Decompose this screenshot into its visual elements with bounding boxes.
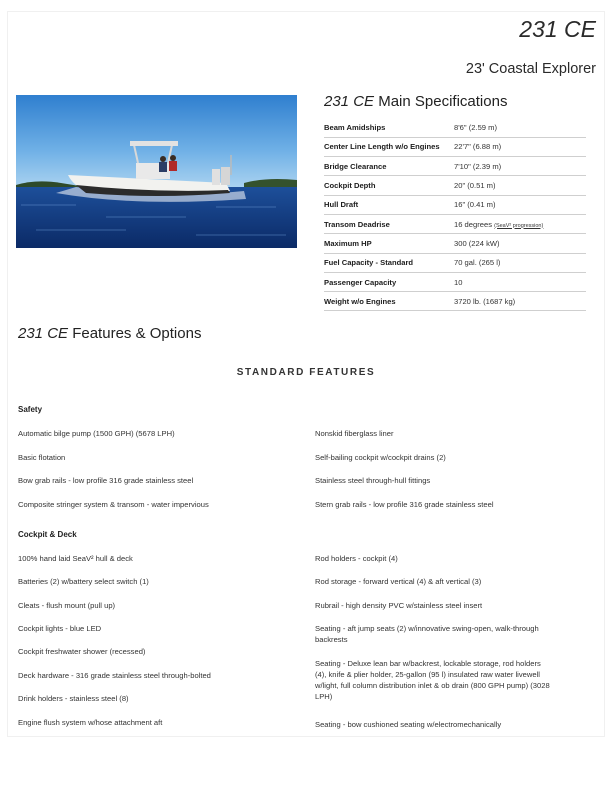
spec-row [324,214,586,233]
spec-value: 22'7" (6.88 m) [454,137,586,156]
spec-row [324,176,586,195]
main-specifications-heading [324,93,507,110]
spec-row [324,234,586,253]
feature-item: Batteries (2) w/battery select switch (1) [18,577,149,586]
feature-item: Rod holders - cockpit (4) [315,554,398,563]
feature-item: Cockpit freshwater shower (recessed) [18,647,146,656]
spec-value: 8'6" (2.59 m) [454,118,586,137]
spec-label: Cockpit Depth [324,176,454,195]
feature-item: Basic flotation [18,453,66,462]
features-options-heading [18,325,201,342]
spec-sheet-page [8,12,604,736]
spec-row [324,195,586,214]
feature-item: Cockpit lights - blue LED [18,624,102,633]
section-title-cockpit-deck: Cockpit & Deck [18,530,77,539]
spec-label: Center Line Length w/o Engines [324,137,454,156]
spec-row [324,292,586,311]
spec-label: Transom Deadrise [324,214,454,233]
boat-photo-illustration [16,95,297,248]
spec-label: Passenger Capacity [324,272,454,291]
spec-value: 16 degrees [454,219,495,229]
spec-label: Fuel Capacity - Standard [324,253,454,272]
feature-item: Seating - Deluxe lean bar w/backrest, lockable storage, rod holders (4), knife & plier holder, 25-gallon (95 l) insulated raw water livewell w/light, full column distribution inlet & ob drain (800 GPH pump) (3028 LPH) [315,659,550,701]
spec-value: 70 gal. (265 l) [454,253,586,272]
feature-item: Seating - aft jump seats (2) w/innovative swing-open, walk-through backrests [315,624,539,644]
spec-label: Weight w/o Engines [324,292,454,311]
spec-label: Maximum HP [324,234,454,253]
spec-label: Bridge Clearance [324,157,454,176]
spec-value: 3720 lb. (1687 kg) [454,292,586,311]
boat-photo [16,95,297,248]
feature-item: Engine flush system w/hose attachment aft [18,718,163,727]
spec-label: Hull Draft [324,195,454,214]
spec-row [324,253,586,272]
feature-item: Stern grab rails - low profile 316 grade stainless steel [315,500,494,509]
main-specifications-table [324,118,586,311]
spec-heading-text: Main Specifications [374,93,508,110]
features-heading-text: Features & Options [68,325,202,342]
feature-item: Seating - bow cushioned seating w/electromechanically [315,720,502,729]
feature-item: Rod storage - forward vertical (4) & aft vertical (3) [315,577,482,586]
spec-value: 20" (0.51 m) [454,176,586,195]
feature-item: Deck hardware - 316 grade stainless steel through-bolted [18,671,211,680]
feature-item: Cleats - flush mount (pull up) [18,601,116,610]
spec-value: 300 (224 kW) [454,234,586,253]
feature-item: Stainless steel through-hull fittings [315,476,431,485]
spec-row [324,118,586,137]
feature-item: Rubrail - high density PVC w/stainless steel insert [315,601,483,610]
spec-value-cell [454,214,586,233]
spec-row [324,272,586,291]
model-title: 231 CE [519,16,596,42]
spec-value: 10 [454,272,586,291]
standard-features-label: STANDARD FEATURES [236,367,376,378]
section-title-safety: Safety [18,405,43,414]
feature-item: Bow grab rails - low profile 316 grade stainless steel [18,476,194,485]
seav2-progression-link[interactable]: (SeaV² progression) [494,222,544,229]
feature-item: Composite stringer system & transom - water impervious [18,500,209,509]
features-heading-model: 231 CE [18,325,69,342]
feature-item: 100% hand laid SeaV² hull & deck [18,554,133,563]
spec-value: 16" (0.41 m) [454,195,586,214]
spec-row [324,137,586,156]
model-subtitle: 23' Coastal Explorer [465,61,596,77]
spec-value: 7'10" (2.39 m) [454,157,586,176]
spec-row [324,157,586,176]
feature-item: Drink holders - stainless steel (8) [18,694,129,703]
feature-item: Nonskid fiberglass liner [315,429,394,438]
spec-label: Beam Amidships [324,118,454,137]
spec-heading-model: 231 CE [324,93,375,110]
feature-item: Self-bailing cockpit w/cockpit drains (2) [315,453,446,462]
feature-item: Automatic bilge pump (1500 GPH) (5678 LPH) [18,429,175,438]
